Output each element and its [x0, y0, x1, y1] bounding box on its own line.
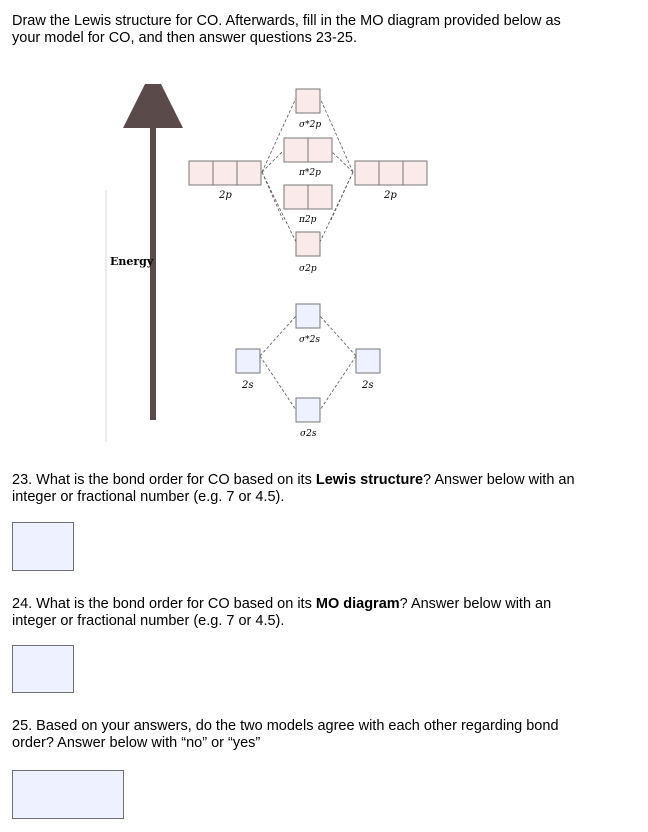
sigma-2s-star-orbital[interactable] — [296, 304, 320, 328]
orbital-box[interactable] — [237, 161, 261, 185]
pi-2p-orbital-1[interactable] — [284, 185, 308, 209]
instructions-line-2: your model for CO, and then answer questions 23-25. — [12, 30, 357, 46]
q23-text-line-2: integer or fractional number (e.g. 7 or 4.5). — [12, 489, 285, 505]
q23-text-post: ? Answer below with an — [423, 472, 575, 488]
q23-text-bold: Lewis structure — [315, 472, 424, 488]
left-2s-label: 2s — [242, 380, 254, 391]
right-2s-orbital[interactable] — [356, 349, 380, 373]
orbital-box[interactable] — [403, 161, 427, 185]
instructions-text — [12, 13, 632, 47]
q25-text-line-1: 25. Based on your answers, do the two models agree with each other regarding bond — [12, 718, 559, 734]
pi-2p-label: π2p — [299, 215, 317, 225]
sigma-2p-orbital[interactable] — [296, 232, 320, 256]
orbital-box[interactable] — [379, 161, 403, 185]
q24-text-post: ? Answer below with an — [399, 596, 552, 612]
left-2p-label: 2p — [219, 190, 232, 201]
sigma-2s-orbital[interactable] — [296, 398, 320, 422]
sigma-2p-label: σ2p — [299, 264, 317, 274]
pi-2p-orbital-2[interactable] — [308, 185, 332, 209]
pi-2p-star-label: π*2p — [299, 168, 321, 178]
connector-lines-2s — [260, 316, 356, 410]
orbital-box[interactable] — [213, 161, 237, 185]
sigma-2p-star-label: σ*2p — [299, 120, 322, 130]
left-2s-orbital[interactable] — [236, 349, 260, 373]
left-2p-orbitals[interactable] — [189, 161, 261, 185]
sigma-2s-star-label: σ*2s — [299, 335, 320, 345]
q23-text-pre: 23. What is the bond order for CO based on its — [12, 472, 316, 488]
q24-text-pre: 24. What is the bond order for CO based on its — [12, 596, 316, 612]
question-24 — [12, 596, 632, 630]
answer-25-input[interactable] — [12, 770, 124, 819]
energy-label: Energy — [110, 255, 154, 268]
right-2s-label: 2s — [362, 380, 374, 391]
answer-23-input[interactable] — [12, 522, 74, 571]
instructions-line-1: Draw the Lewis structure for CO. Afterwards, fill in the MO diagram provided below as — [12, 13, 561, 29]
right-2p-label: 2p — [384, 190, 397, 201]
q24-text-line-2: integer or fractional number (e.g. 7 or 4.5). — [12, 613, 285, 629]
mo-diagram[interactable] — [100, 84, 440, 444]
sigma-2s-label: σ2s — [300, 429, 317, 439]
pi-2p-star-orbital-2[interactable] — [308, 138, 332, 162]
answer-24-input[interactable] — [12, 645, 74, 693]
orbital-box[interactable] — [355, 161, 379, 185]
sigma-2p-star-orbital[interactable] — [296, 89, 320, 113]
orbital-box[interactable] — [189, 161, 213, 185]
right-2p-orbitals[interactable] — [355, 161, 427, 185]
pi-2p-star-orbital-1[interactable] — [284, 138, 308, 162]
q24-text-bold: MO diagram — [315, 596, 400, 612]
q25-text-line-2: order? Answer below with “no” or “yes” — [12, 735, 261, 751]
question-23 — [12, 472, 632, 506]
question-25 — [12, 718, 632, 752]
